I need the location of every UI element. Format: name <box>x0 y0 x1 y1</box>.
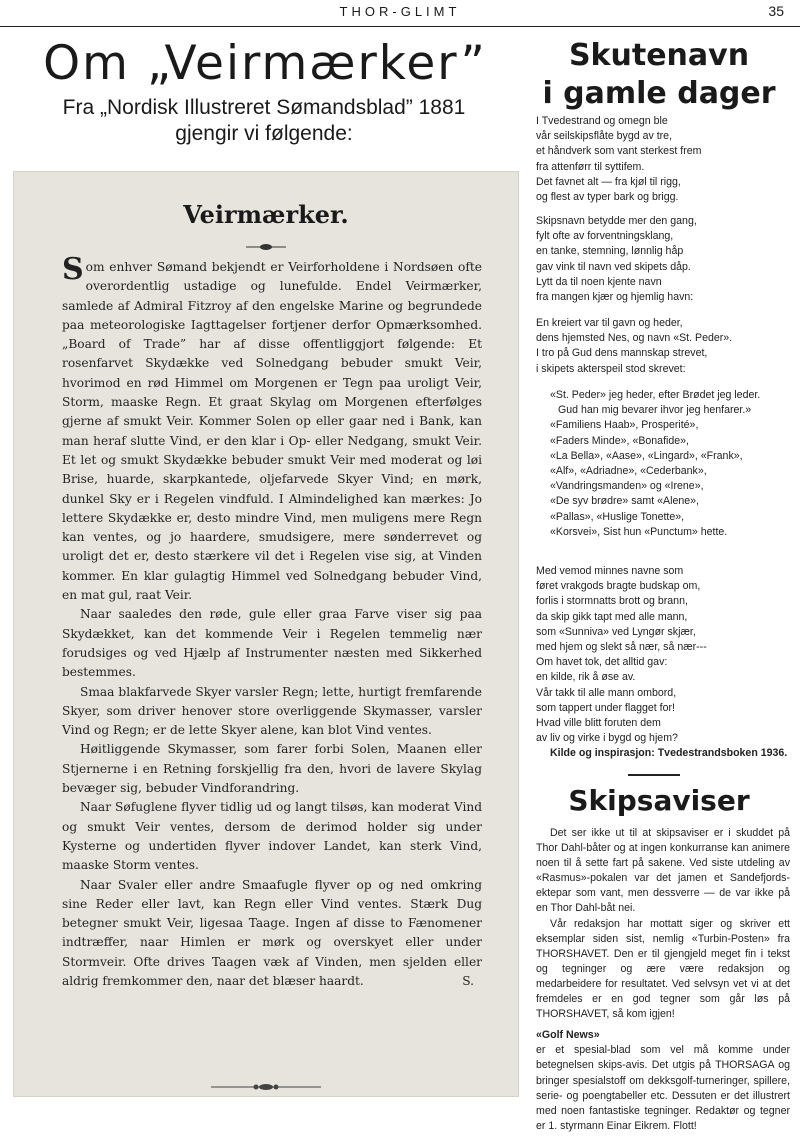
article-subtitle-line2: gjengir vi følgende: <box>175 122 353 145</box>
poem-stanza-2: Skipsnavn betydde mer den gang, fylt ofte av forventningsklang, en tanke, stemning, lønnlig håp gav vink til navn ved skipets dåp. Lytt da til noen kjente navn fra mangen kjær og hjemlig havn: <box>536 215 697 304</box>
article-subtitle-line1: Fra „Nordisk Illustreret Sømandsblad” 1881 <box>62 96 466 119</box>
news-title: Skipsaviser <box>568 784 750 817</box>
newspaper-clipping <box>14 172 518 1096</box>
poem-stanza-1: I Tvedestrand og omegn ble vår seilskipsflåte bygd av tre, et håndverk som vant sterkest frem fra attenførr til syttifem. Det favnet alt — fra kjøl til rigg, og flest av typer bark og brigg. <box>536 115 702 204</box>
poem-title-line2: i gamle dager <box>542 76 776 111</box>
article-headline: Om „Veirmærker” <box>43 36 487 91</box>
golf-news-title: «Golf News» <box>536 1029 600 1042</box>
poem-stanza-4: Med vemod minnes navne som føret vrakgods bragte budskap om, forlis i stormnatts brott og brann, da skip gikk tapt med alle mann, som «Sunniva» ved Lyngør skjær, med hjem og slekt så nær, så nær--- Om havet tok, det alltid gav: en kilde, rik å øse av. Vår takk til alle mann ombord, som tappert under flagget for! Hvad ville blitt foruten dem av liv og virke i bygd og hjem? Kilde og inspirasjon: Tvedestrandsboken 1936. <box>536 564 788 762</box>
clipping-paragraph: Naar Svaler eller andre Smaafugle flyver op og ned omkring sine Reder eller lavt, kan Regn eller Vind ventes. Stærk Dug betegner smukt Veir, ligesaa Taage. Ingen af disse to Fænomener indtræffer, naar Himlen er mørk og overskyet eller under Stormveir. Ofte drives Taagen væk af Vinden, men sjelden eller aldrig fremkommer den, naar det blæser haardt. S. <box>62 876 482 992</box>
top-ornament <box>14 238 518 256</box>
poem-source: Kilde og inspirasjon: Tvedestrandsboken 1936. <box>550 747 788 760</box>
news-paragraph: Vår redaksjon har mottatt siger og skriver ett eksemplar siden sist, nemlig «Turbin-Posten» fra THORSHAVET. Den er til gjengjeld meget fin i tekst og tegninger og ære være redaksjon og medarbeidere for resultatet. Ved selvsyn vet vi at det fremdeles er en god tegner som går løs på THORSHAVET, så kom igjen! <box>536 917 790 1021</box>
golf-news-text: er et spesial-blad som vel må komme under betegnelsen skips-avis. Det utgis på THORSAGA og bringer spesialstoff om dekksgolf-turneringer, spillere, serie- og poengtabeller etc. Dessuten er det illustrert med noen fantastiske tegninger. Redaktør og tegner er 1. styrmann Einar Eikrem. Flott! <box>536 1044 790 1132</box>
section-divider <box>628 774 680 776</box>
clipping-paragraph: Høitliggende Skymasser, som farer forbi Solen, Maanen eller Stjernerne i en Retning forskjellig fra den, hvori de lavere Skylag bevæger sig, bebuder Vindforandring. <box>62 742 482 796</box>
clipping-title: Veirmærker. <box>183 200 349 229</box>
news-paragraph: Det ser ikke ut til at skipsaviser er i skuddet på Thor Dahl-båter og at ingen konkurranse kan animere noen til å sette fart på sakene. Ved siste utdeling av «Rasmus»-pokalen var det jamen et Sandefjords-ektepar som vant, men dessverre — de var ikke på en Thor Dahl-båt nei. <box>536 827 790 915</box>
poem-title-line1: Skutenavn <box>568 38 750 73</box>
page-header <box>0 0 800 27</box>
clipping-signature: S. <box>462 973 474 988</box>
clipping-paragraph: Smaa blakfarvede Skyer varsler Regn; lette, hurtigt fremfarende Skyer, som driver henover store overliggende Skymasser, varsler Vind og Regn; er de lette Skyer alene, kan blot Vind ventes. <box>62 684 482 738</box>
poem-quote: «St. Peder» jeg heder, efter Brødet jeg leder. Gud han mig bevarer ihvor jeg henfarer.» «Familiens Haab», Prosperité», «Faders Minde», «Bonafide», «La Bella», «Aase», «Lingard», «Frank», «Alf», «Adriadne», «Cederbank», «Vandringsmanden» og «Irene», «De syv brødre» samt «Alene», «Pallas», «Huslige Tonette», «Korsvei», Sist hun «Punctum» hette. <box>550 389 761 538</box>
bottom-ornament <box>14 1078 518 1096</box>
clipping-paragraph: Naar Søfuglene flyver tidlig ud og langt tilsøs, kan moderat Vind og smukt Veir ventes, dersom de derimod holder sig under Kysterne og undertiden flyver indover Landet, kan sterk Vind, maaske Storm ventes. <box>62 800 482 873</box>
poem-stanza-3: En kreiert var til gavn og heder, dens hjemsted Nes, og navn «St. Peder». I tro på Gud dens mannskap strevet, i skipets akterspeil stod skrevet: <box>536 317 733 375</box>
clipping-body <box>62 252 482 991</box>
clipping-paragraph: Naar saaledes den røde, gule eller graa Farve viser sig paa Skydækket, kan det kommende Veir i Regelen temmelig nær forudsiges og ved Hjælp af Instrumenter næsten med Sikkerhed bestemmes. <box>62 607 482 680</box>
clipping-paragraph: Som enhver Sømand bekjendt er Veirforholdene i Nordsøen ofte overordentlig ustadige og lunefulde. Endel Veirmærker, samlede af Admiral Fitzroy af den engelske Marine og begrundede paa meteorologiske Iagttagelser fortjener derfor Opmærksomhed. „Board of Trade” har af disse offentliggjort følgende: Et rosenfarvet Skydække ved Solnedgang bebuder smukt Veir, hvorimod en rød Himmel om Morgenen er Tegn paa uroligt Veir, Storm, maaske Regn. Et graat Skylag om Morgenen efterfølges gjerne af smukt Veir. Kommer Solen op eller gaar ned i Bank, kan man heraf slutte Vind, er den klar i Op- eller Nedgang, smukt Veir. Et let og smukt Skydække bebuder smukt Veir med moderat og løi Brise, huarde, skarpkantede, oljefarvede Skyer Vind; en mørk, dunkel Sky er i Regelen vindfuld. I Almindelighed kan mærkes: Jo lettere Skydække er, desto mindre Vind, men muligens mere Regn kan ventes, og jo haardere, smudsigere, mere sønderrevet og uroligt det er, desto stærkere vil det i Regelen vise sig, at Vinden kommer. En klar gulagtig Himmel ved Solnedgang bebuder Vind, en mat gul, raat Veir. <box>62 252 482 603</box>
news-body <box>536 826 790 1134</box>
page-number: 35 <box>768 3 784 19</box>
drop-cap: S <box>62 252 84 287</box>
magazine-title: THOR-GLIMT <box>339 4 461 19</box>
